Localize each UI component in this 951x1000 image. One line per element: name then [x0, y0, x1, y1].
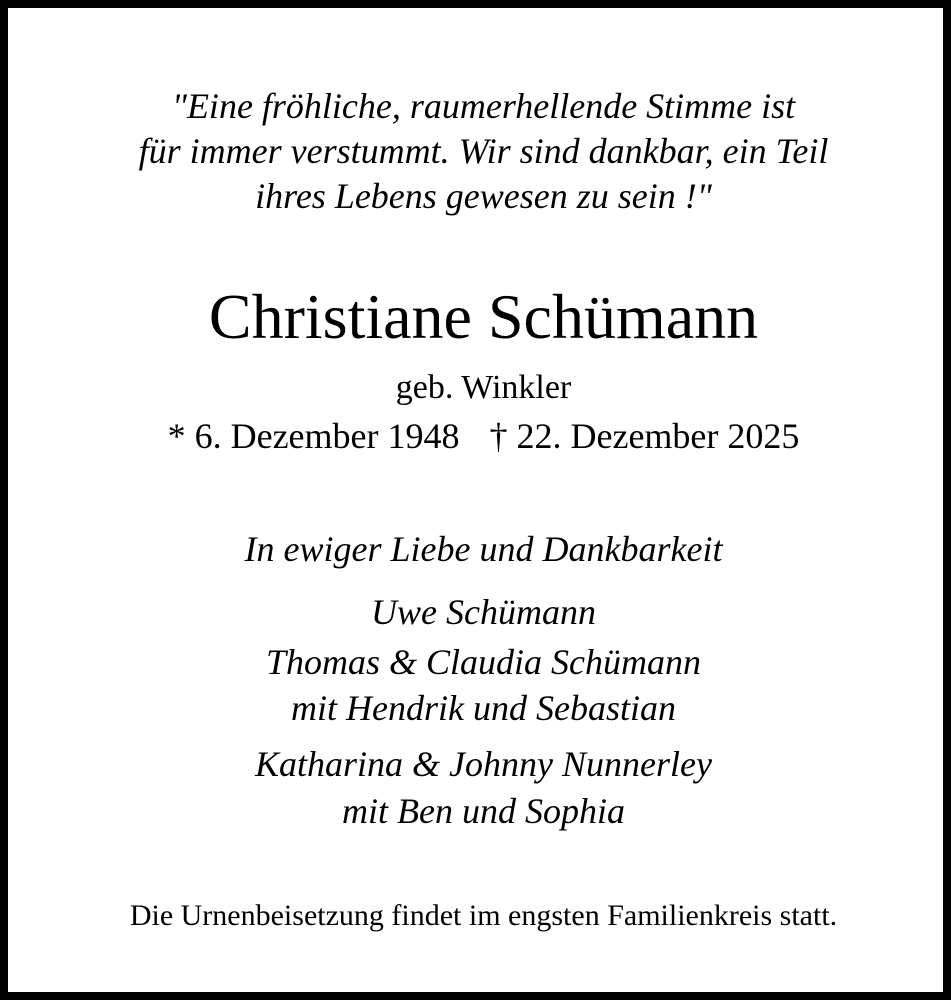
quote-line-3: ihres Lebens gewesen zu sein !" — [255, 176, 712, 216]
birth-date: * 6. Dezember 1948 — [167, 416, 460, 456]
mourner-line-3: mit Hendrik und Sebastian — [291, 688, 676, 728]
life-dates — [8, 418, 951, 454]
mourner-line-2: Thomas & Claudia Schümann — [265, 642, 702, 682]
quote-line-2: für immer verstummt. Wir sind dankbar, ein Teil — [138, 131, 829, 171]
mourners-intro: In ewiger Liebe und Dankbarkeit — [244, 529, 723, 569]
mourner-line-1: Uwe Schümann — [371, 592, 596, 632]
death-date: † 22. Dezember 2025 — [489, 416, 800, 456]
deceased-name: Christiane Schümann — [208, 281, 759, 352]
burial-notice: Die Urnenbeisetzung findet im engsten Familienkreis statt. — [129, 899, 838, 932]
mourner-line-4: Katharina & Johnny Nunnerley — [255, 744, 712, 784]
quote-line-1: "Eine fröhliche, raumerhellende Stimme ist — [171, 86, 796, 126]
birth-name: geb. Winkler — [395, 369, 572, 406]
mourner-line-5: mit Ben und Sophia — [342, 791, 625, 831]
